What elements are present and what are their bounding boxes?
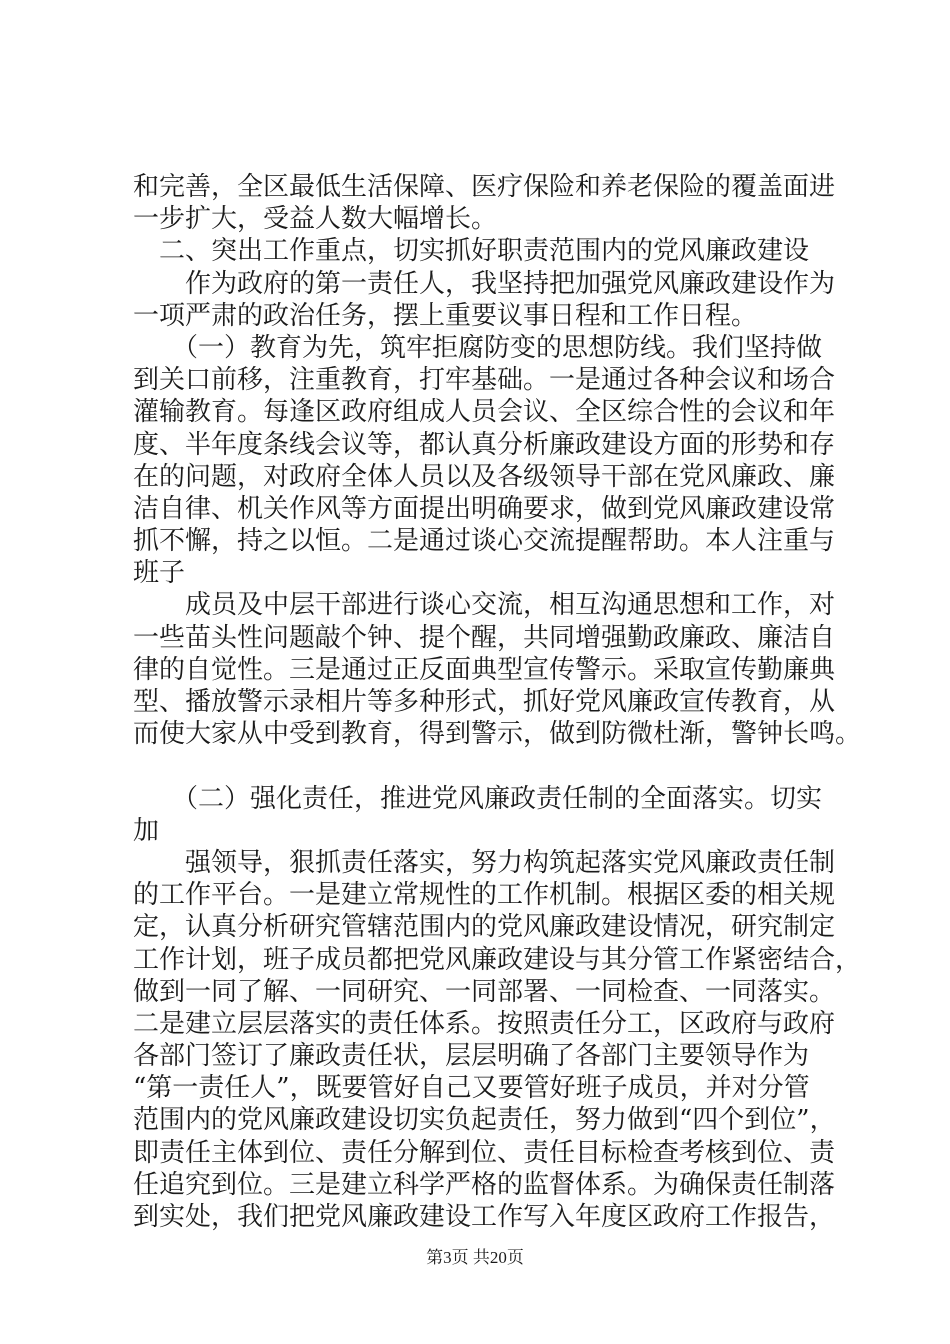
- text-line: 到实处，我们把党风廉政建设工作写入年度区政府工作报告，: [133, 1202, 836, 1232]
- page-footer: 第3页 共20页: [426, 1248, 524, 1267]
- text-line: 洁自律、机关作风等方面提出明确要求，做到党风廉政建设常: [133, 493, 836, 524]
- text-line: 的工作平台。一是建立常规性的工作机制。根据区委的相关规: [133, 880, 836, 911]
- text-line: 灌输教育。每逢区政府组成人员会议、全区综合性的会议和年: [133, 397, 836, 428]
- text-line: 抓不懈，持之以恒。二是通过谈心交流提醒帮助。本人注重与: [133, 526, 836, 557]
- blank-line: [133, 750, 833, 782]
- text-line: 作为政府的第一责任人，我坚持把加强党风廉政建设作为: [133, 268, 836, 299]
- text-line: 各部门签订了廉政责任状，层层明确了各部门主要领导作为: [133, 1041, 810, 1072]
- text-line: 范围内的党风廉政建设切实负起责任，努力做到“四个到位”，: [133, 1105, 836, 1136]
- document-body: [133, 171, 862, 1233]
- text-line: 加: [133, 815, 160, 846]
- text-line: “第一责任人”，既要管好自己又要管好班子成员，并对分管: [133, 1073, 810, 1104]
- text-line: 一项严肃的政治任务，摆上重要议事日程和工作日程。: [133, 300, 758, 331]
- text-line: 型、播放警示录相片等多种形式，抓好党风廉政宣传教育，从: [133, 687, 836, 717]
- text-line: 成员及中层干部进行谈心交流，相互沟通思想和工作，对: [133, 590, 836, 621]
- text-line: 强领导，狠抓责任落实，努力构筑起落实党风廉政责任制: [133, 847, 836, 878]
- text-line: （二）强化责任，推进党风廉政责任制的全面落实。切实: [133, 783, 823, 814]
- text-line: 二是建立层层落实的责任体系。按照责任分工，区政府与政府: [133, 1008, 836, 1039]
- text-line: 和完善，全区最低生活保障、医疗保险和养老保险的覆盖面进: [133, 172, 836, 202]
- text-line: 任追究到位。三是建立科学严格的监督体系。为确保责任制落: [133, 1169, 836, 1200]
- text-line: 在的问题，对政府全体人员以及各级领导干部在党风廉政、廉: [133, 461, 836, 492]
- text-line: 一步扩大，受益人数大幅增长。: [133, 204, 498, 235]
- text-line: 做到一同了解、一同研究、一同部署、一同检查、一同落实。: [133, 976, 836, 1007]
- text-line: 度、半年度条线会议等，都认真分析廉政建设方面的形势和存: [133, 429, 836, 460]
- text-line: 而使大家从中受到教育，得到警示，做到防微杜渐，警钟长鸣。: [133, 719, 862, 750]
- text-line: 一些苗头性问题敲个钟、提个醒，共同增强勤政廉政、廉洁自: [133, 622, 836, 653]
- text-line: 即责任主体到位、责任分解到位、责任目标检查考核到位、责: [133, 1137, 836, 1168]
- text-line: （一）教育为先，筑牢拒腐防变的思想防线。我们坚持做: [133, 332, 823, 363]
- text-line: 工作计划，班子成员都把党风廉政建设与其分管工作紧密结合，: [133, 944, 862, 975]
- text-line: 定，认真分析研究管辖范围内的党风廉政建设情况，研究制定: [133, 912, 836, 943]
- text-line: 律的自觉性。三是通过正反面典型宣传警示。采取宣传勤廉典: [133, 654, 836, 685]
- text-line: 班子: [133, 558, 186, 589]
- text-line: 到关口前移，注重教育，打牢基础。一是通过各种会议和场合: [133, 365, 836, 396]
- text-line: 二、突出工作重点，切实抓好职责范围内的党风廉政建设: [133, 236, 810, 267]
